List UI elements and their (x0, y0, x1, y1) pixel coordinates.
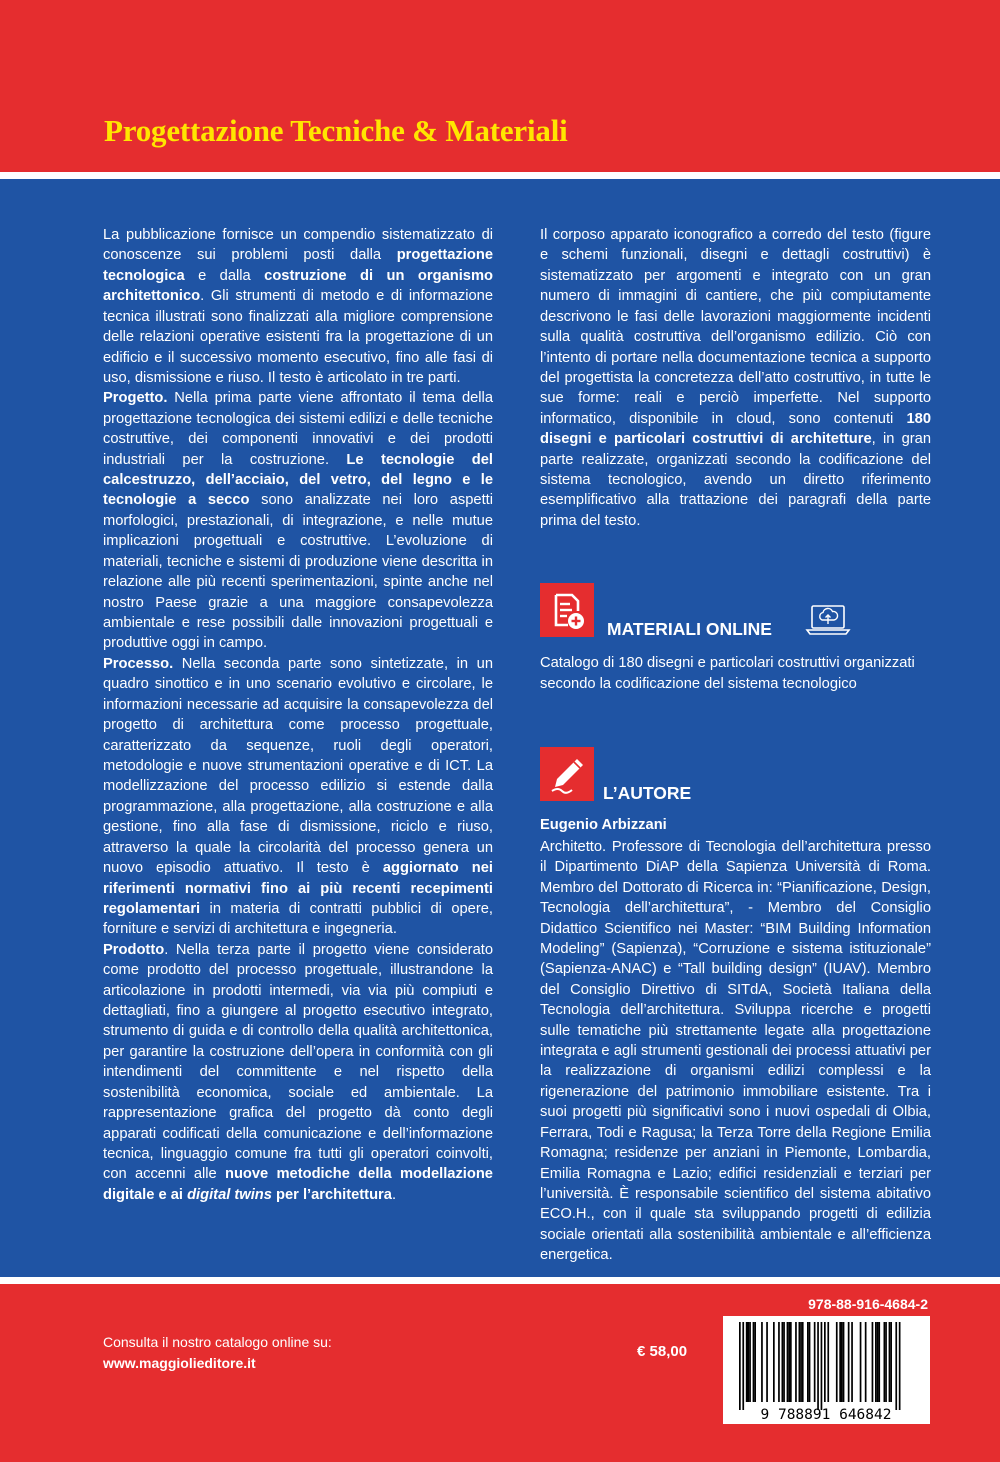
divider-top (0, 172, 1000, 179)
barcode-bar (742, 1322, 744, 1410)
barcode-bar (788, 1322, 790, 1402)
barcode-bar (895, 1322, 897, 1410)
barcode-bar (872, 1322, 874, 1402)
barcode-bar (782, 1322, 784, 1402)
barcode-bar (739, 1322, 741, 1410)
barcode-bar (795, 1322, 797, 1402)
barcode-bar (839, 1322, 841, 1402)
barcode-bar (841, 1322, 843, 1402)
publisher-link[interactable]: www.maggiolieditore.it (103, 1355, 256, 1371)
barcode-bar (821, 1322, 823, 1410)
catalog-text: Consulta il nostro catalogo online su: (103, 1334, 332, 1350)
online-heading: MATERIALI ONLINE (607, 619, 772, 639)
barcode-bar (890, 1322, 892, 1402)
progetto-paragraph: Progetto. Nella prima parte viene affrontato il tema della progettazione tecnologica dei sistemi edilizi e delle tecniche costruttive, dei componenti innovativi e dei prodotti industriali per la costruzione. Le tecnologie del calcestruzzo, dell’acciaio, del vetro, del legno e le tecnologie a secco sono analizzate nei loro aspetti morfologici, prestazionali, di integrazione, e nelle mutue implicazioni progettuali e costruttive. L’evoluzione di materiali, tecniche e sistemi di produzione viene descritta in relazione alle più recenti sperimentazioni, spinte anche nel nostro Paese grazie a una maggiore consapevolezza ambientale e rese possibili dalle innovazioni progettuali e produttive oggi in campo. (103, 390, 493, 652)
barcode-bar (753, 1322, 755, 1402)
laptop-cloud-icon (805, 603, 851, 637)
intro-paragraph: La pubblicazione fornisce un compendio sistematizzato di conoscenze sui problemi posti dalla progettazione tecnologica e dalla costruzione di un organismo architettonico. Gli strumenti di metodo e di informazione tecnica illustrati sono finalizzati alla migliore comprensione delle relazioni operative esistenti fra la progettazione di un edificio e il successivo momento esecutivo, fino alle fasi di uso, dismissione e riuso. Il testo è articolato in tre parti. (103, 227, 493, 386)
barcode-bar (766, 1322, 768, 1402)
barcode-bar (814, 1322, 816, 1402)
processo-paragraph: Processo. Nella seconda parte sono sintetizzate, in un quadro sinottico e in uno scenario evolutivo e circolare, le informazioni necessarie ad acquisire la consapevolezza del progetto di architettura come processo progettuale, caratterizzato da sequenze, ruoli degli operatori, metodologie e nuove strumentazioni operative e di ICT. La modellizzazione del processo edilizio si estende dalla programmazione, alla progettazione, alla costruzione e alla gestione, fino alla fase di dismissione, riciclo e riuso, attraverso la quale la circolarità del processo genera un nuovo episodio attuativo. Il testo è aggiornato nei riferimenti normativi fino ai più recenti recepimenti regolamentari in materia di contratti pubblici di opere, forniture e servizi di architettura e ingegneria. (103, 655, 494, 938)
barcode-bar (848, 1322, 850, 1402)
barcode-bar (773, 1322, 775, 1402)
barcode-bar (783, 1322, 785, 1402)
barcode-bar (824, 1322, 826, 1402)
barcode-bar (761, 1322, 763, 1402)
barcode-bar (875, 1322, 877, 1402)
pen-icon (540, 747, 594, 801)
barcode-bar (865, 1322, 867, 1402)
barcode (723, 1316, 930, 1424)
barcode-bar (877, 1322, 879, 1402)
prodotto-paragraph: Prodotto. Nella terza parte il progetto viene considerato come prodotto del processo progettuale, illustrandone la articolazione in prodotti intermedi, via via più compiuti e dettagliati, fino a giungere al progetto esecutivo integrato, strumento di guida e di controllo della qualità architettonica, per garantire la costruzione dell’opera in conformità con gli intendimenti del committente e nel rispetto della sostenibilità economica, sociale ed ambientale. La rappresentazione grafica del progetto dà conto degli apparati codificati della comunicazione e dell’informazione tecnica, linguaggio comune fra tutti gli operatori coinvolti, con accenni alle nuove metodiche della modellazione digitale e ai digital twins per l’architettura. (103, 941, 493, 1203)
online-line-1: Catalogo di 180 disegni e particolari costruttivi organizzati (540, 655, 915, 671)
document-plus-icon (540, 583, 594, 637)
series-title: Progettazione Tecniche & Materiali (104, 113, 568, 148)
barcode-bar (889, 1322, 891, 1402)
author-heading: L’AUTORE (603, 783, 692, 803)
barcode-bar (778, 1322, 780, 1402)
barcode-bar (878, 1322, 880, 1402)
barcode-bar (836, 1322, 838, 1402)
isbn: 978-88-916-4684-2 (808, 1296, 928, 1312)
barcode-bar (787, 1322, 789, 1402)
description-left-column (103, 225, 493, 1205)
catalog-info (103, 1332, 332, 1374)
divider-bottom (0, 1277, 1000, 1284)
barcode-bar (749, 1322, 751, 1402)
iconography-paragraph: Il corposo apparato iconografico a corredo del testo (figure e schemi funzionali, disegni e dettagli costruttivi) è sistematizzato per argomenti e integrato con un gran numero di immagini di cantiere, che più compiutamente descrivono le fasi delle lavorazioni maggiormente incidenti sulla qualità costruttiva dell’organismo edilizio. Ciò con l’intento di portare nella documentazione tecnica a supporto del progettista la concretezza dell’atto costruttivo, in tutte le sue forme: reali e perciò imperfette. Nel supporto informatico, disponibile in cloud, sono contenuti 180 disegni e particolari costruttivi di architetture, in gran parte realizzate, organizzati secondo la codificazione del sistema tecnologico, avendo un diretto riferimento esemplificativo alla trattazione dei paragrafi della parte prima del testo. (540, 227, 931, 529)
barcode-bar (748, 1322, 750, 1402)
description-right-column (540, 225, 931, 531)
barcode-bar (802, 1322, 804, 1402)
barcode-bar (807, 1322, 809, 1402)
barcode-bar (827, 1322, 829, 1402)
barcode-bar (799, 1322, 801, 1402)
svg-text:9 788891 646842: 9 788891 646842 (760, 1407, 892, 1423)
barcode-bar (843, 1322, 845, 1402)
author-name: Eugenio Arbizzani (540, 817, 667, 833)
barcode-bar (851, 1322, 853, 1402)
barcode-bar (746, 1322, 748, 1402)
barcode-bar (885, 1322, 887, 1402)
barcode-bar (817, 1322, 819, 1410)
barcode-bar (860, 1322, 862, 1402)
price: € 58,00 (637, 1343, 688, 1360)
barcode-bar (754, 1322, 756, 1402)
barcode-bar (899, 1322, 901, 1410)
barcode-bar (790, 1322, 792, 1402)
online-description (540, 653, 940, 695)
barcode-bar (800, 1322, 802, 1402)
barcode-bar (884, 1322, 886, 1402)
author-bio: Architetto. Professore di Tecnologia dell’architettura presso il Dipartimento DiAP della Sapienza Università di Roma. Membro del Dottorato di Ricerca in: “Pianificazione, Design, Tecnologia dell’architettura”, - Membro del Consiglio Didattico Scientifico nei Master: “BIM Building Information Modeling” (Sapienza), “Corruzione e sistema istituzionale” (Sapienza-ANAC) e “Tall building design” (IUAV). Membro del Consiglio Direttivo di SITdA, Società Italiana della Tecnologia dell’architettura. Sviluppa ricerche e progetti sulle tematiche più strettamente legate alla progettazione integrata e agli strumenti gestionali dei processi attuativi per la realizzazione di organismi edilizi complessi e la rigenerazione del patrimonio immobiliare esistente. Tra i suoi progetti più significativi sono i nuovi ospedali di Olbia, Ferrara, Todi e Ragusa; la Terza Torre della Regione Emilia Romagna; residenze per anziani in Piemonte, Lombardia, Emilia Romagna e Lazio; edifici residenziali e terziari per l’università. È responsabile scientifico del sistema abitativo ECO.H., con il quale sta sviluppando progetti di edilizia sociale orientati alla sostenibilità ambientale e all’efficienza energetica. (540, 839, 931, 1264)
online-line-2: secondo la codificazione del sistema tecnologico (540, 676, 857, 692)
barcode-bar (809, 1322, 811, 1402)
